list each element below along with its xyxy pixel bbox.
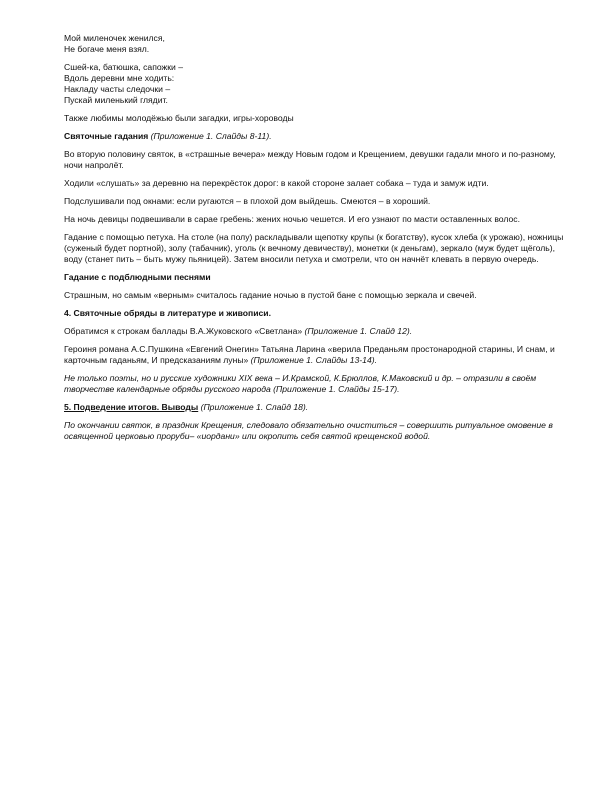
poem-line: Накладу часты следочки – xyxy=(64,84,171,94)
slide-reference: (Приложение 1. Слайды 13-14). xyxy=(250,355,377,365)
slide-reference: (Приложение 1. Слайд 18). xyxy=(198,402,309,412)
paragraph-text: Героиня романа А.С.Пушкина «Евгений Онегин» Татьяна Ларина «верила Преданьям простонародной старины, И снам, и карточным гаданьям, И предсказаниям луны» xyxy=(64,344,555,365)
paragraph: Во вторую половину святок, в «страшные вечера» между Новым годом и Крещением, девушки гадали много и по-разному, ночи напролёт. xyxy=(64,149,556,170)
heading-songs: Гадание с подблюдными песнями xyxy=(64,272,211,282)
slide-reference: (Приложение 1. Слайды 8-11). xyxy=(148,131,272,141)
paragraph-riddles: Также любимы молодёжью были загадки, игры-хороводы xyxy=(64,113,294,123)
paragraph: Гадание с помощью петуха. На столе (на полу) раскладывали щепотку крупы (к богатству), кусок хлеба (к урожаю), ножницы (суженый будет портной), золу (табачник), уголь (к вечному девичеству), монетки (к деньгам), зеркало (муж будет щёголь), воду (станет пить – быть мужу пьяницей). Затем вносили петуха и смотрели, что он начнёт клевать в первую очередь. xyxy=(64,232,564,264)
heading-section-5 xyxy=(64,402,564,413)
paragraph-epiphany: По окончании святок, в праздник Крещения, следовало обязательно очиститься – совершить ритуальное омовение в освященной церковью проруби– «иордани» или окропить себя святой крещенской водой. xyxy=(64,420,553,441)
paragraph: Ходили «слушать» за деревню на перекрёсток дорог: в какой стороне залает собака – туда и замуж идти. xyxy=(64,178,489,188)
heading-fortune-telling xyxy=(64,131,564,142)
poem-line: Не богаче меня взял. xyxy=(64,44,150,54)
poem-line: Мой миленочек женился, xyxy=(64,33,165,43)
poem-line: Пускай миленький глядит. xyxy=(64,95,168,105)
poem-line: Сшей-ка, батюшка, сапожки – xyxy=(64,62,184,72)
slide-reference: (Приложение 1. Слайд 12). xyxy=(304,326,413,336)
poem-stanza-1 xyxy=(64,33,564,55)
heading-text: 5. Подведение итогов. Выводы xyxy=(64,402,199,412)
paragraph: Подслушивали под окнами: если ругаются – в плохой дом выйдешь. Смеются – в хороший. xyxy=(64,196,431,206)
paragraph-pushkin xyxy=(64,344,564,366)
paragraph-zhukovsky xyxy=(64,326,564,337)
paragraph-artists: Не только поэты, но и русские художники XIX века – И.Крамской, К.Брюллов, К.Маковский и др. – отразили в своём творчестве календарные обряды русского народа (Приложение 1. Слайды 15-17). xyxy=(64,373,537,394)
heading-section-4: 4. Святочные обряды в литературе и живописи. xyxy=(64,308,271,318)
paragraph: Страшным, но самым «верным» считалось гадание ночью в пустой бане с помощью зеркала и свечей. xyxy=(64,290,477,300)
paragraph-text: Обратимся к строкам баллады В.А.Жуковского «Светлана» xyxy=(64,326,305,336)
poem-line: Вдоль деревни мне ходить: xyxy=(64,73,175,83)
poem-stanza-2 xyxy=(64,62,564,106)
heading-text: Святочные гадания xyxy=(64,131,149,141)
paragraph: На ночь девицы подвешивали в сарае гребень: жених ночью чешется. И его узнают по масти оставленных волос. xyxy=(64,214,520,224)
